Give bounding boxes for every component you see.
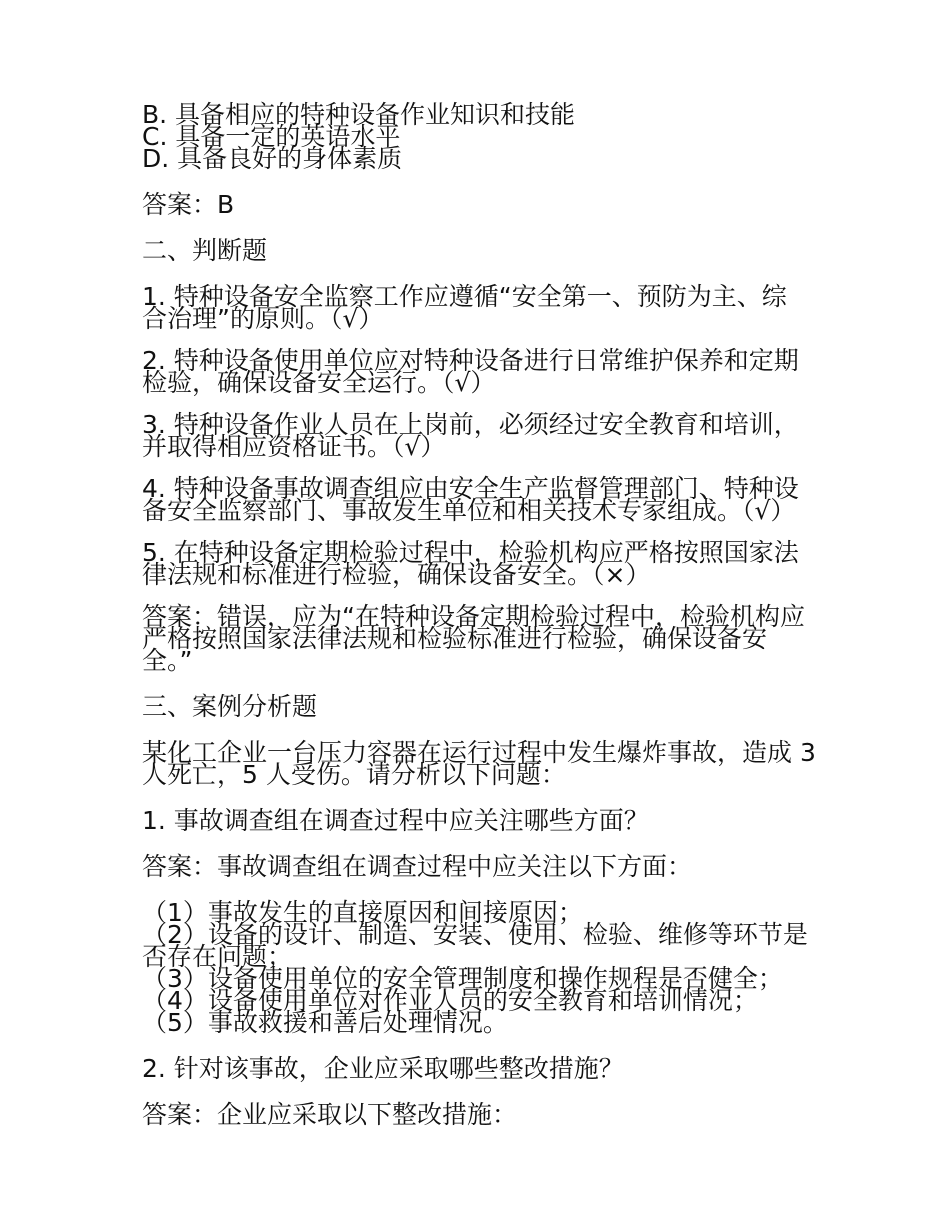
choice-answer: 答案：B (142, 190, 235, 219)
judgement-item-5: 5. 在特种设备定期检验过程中，检验机构应严格按照国家法 律法规和标准进行检验，确保设备安全。（×） (142, 538, 799, 589)
list-item: （1）事故发生的直接原因和间接原因； (142, 898, 583, 927)
judgement-item-2: 2. 特种设备使用单位应对特种设备进行日常维护保养和定期 检验，确保设备安全运行。（√） (142, 346, 799, 397)
option-d: D. 具备良好的身体素质 (142, 144, 403, 173)
judgement-item-1: 1. 特种设备安全监察工作应遵循“安全第一、预防为主、综 合治理”的原则。（√） (142, 282, 787, 333)
case-answer-1-list (142, 898, 814, 1037)
judgement-answer: 答案：错误，应为“在特种设备定期检验过程中，检验机构应 严格按照国家法律法规和检验标准进行检验，确保设备安 全。” (142, 602, 805, 675)
list-item: （4）设备使用单位对作业人员的安全教育和培训情况； (142, 986, 758, 1015)
case-answer-2-intro: 答案：企业应采取以下整改措施： (142, 1100, 518, 1129)
judgement-item-3: 3. 特种设备作业人员在上岗前，必须经过安全教育和培训， 并取得相应资格证书。（√） (142, 410, 799, 461)
case-question-2: 2. 针对该事故，企业应采取哪些整改措施？ (142, 1054, 624, 1083)
section-title-judgement: 二、判断题 (142, 236, 268, 265)
judgement-item-4: 4. 特种设备事故调查组应由安全生产监督管理部门、特种设 备安全监察部门、事故发生单位和相关技术专家组成。（√） (142, 474, 799, 525)
option-c: C. 具备一定的英语水平 (142, 122, 401, 151)
case-answer-1-intro: 答案：事故调查组在调查过程中应关注以下方面： (142, 852, 693, 881)
list-item: （5）事故救援和善后处理情况。 (142, 1008, 508, 1037)
option-b: B. 具备相应的特种设备作业知识和技能 (142, 100, 576, 129)
document-body (142, 100, 816, 1129)
case-question-1: 1. 事故调查组在调查过程中应关注哪些方面？ (142, 806, 649, 835)
section-title-case: 三、案例分析题 (142, 692, 318, 721)
list-item: 否存在问题； (142, 942, 293, 971)
list-item: （2）设备的设计、制造、安装、使用、检验、维修等环节是 (142, 920, 808, 949)
list-item: （3）设备使用单位的安全管理制度和操作规程是否健全； (142, 964, 783, 993)
case-description: 某化工企业一台压力容器在运行过程中发生爆炸事故，造成 3 人死亡，5 人受伤。请分析以下问题： (142, 738, 816, 789)
